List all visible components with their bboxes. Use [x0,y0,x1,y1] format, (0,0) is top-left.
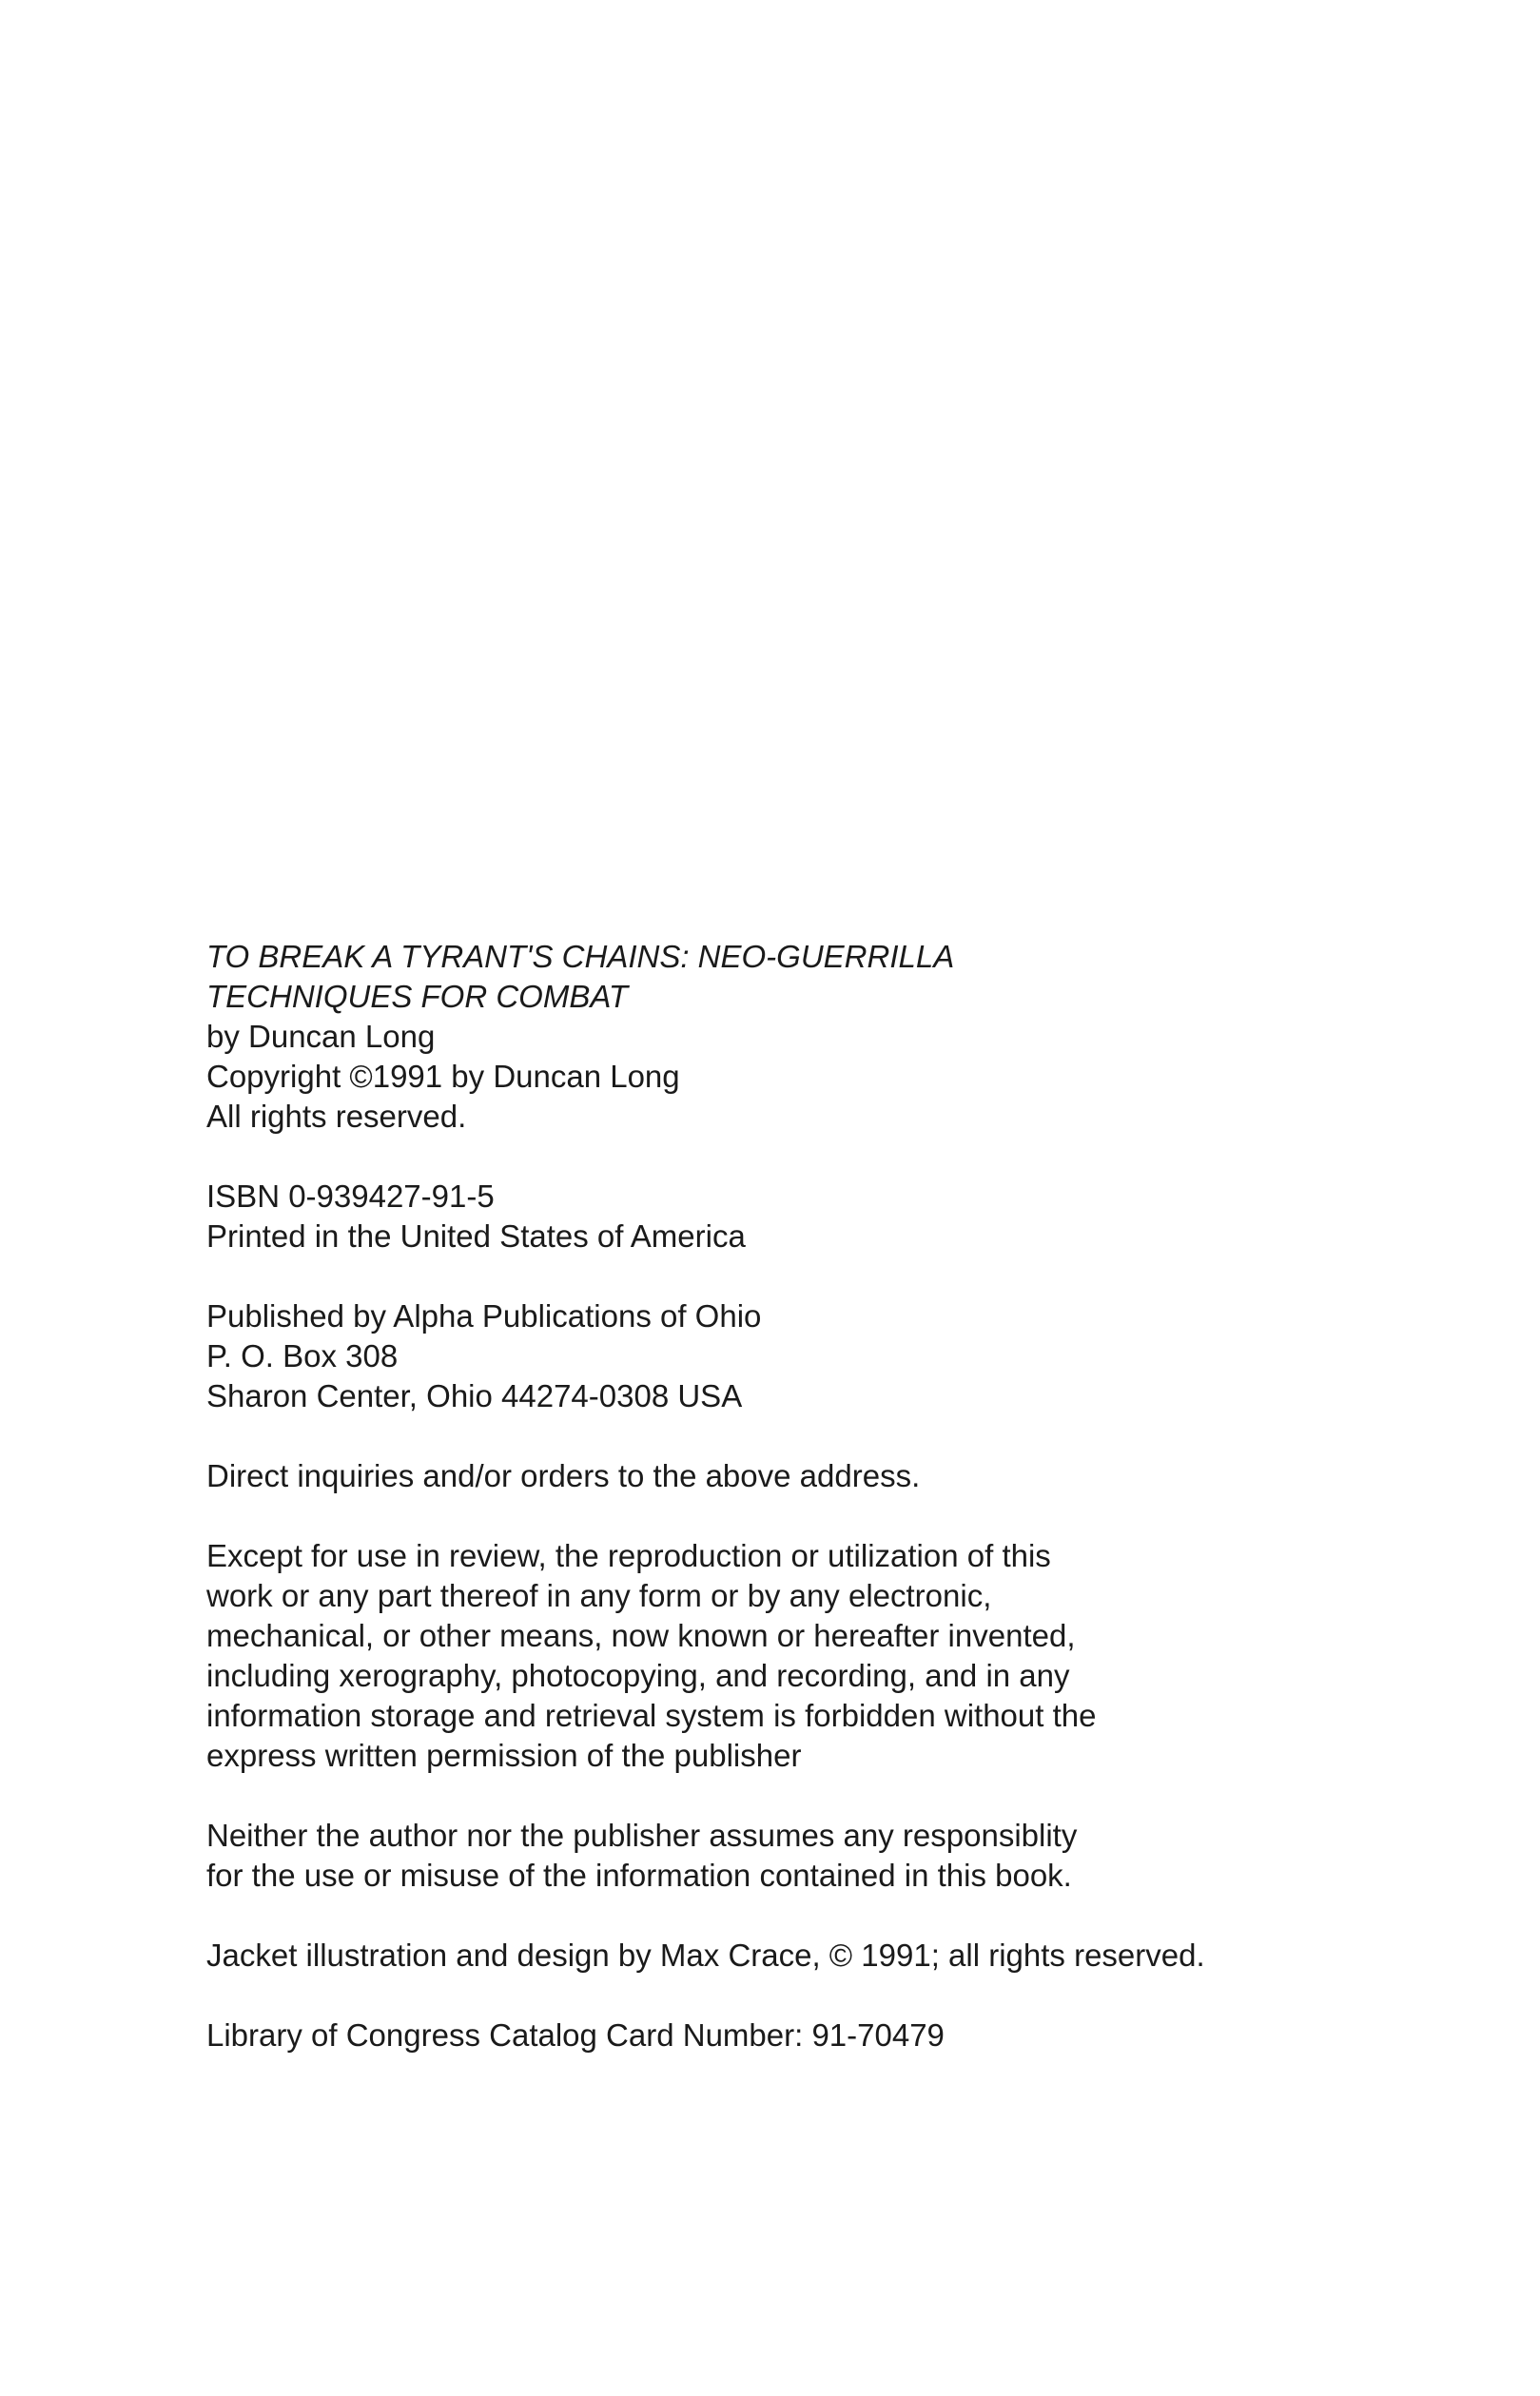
reproduction-notice-line: express written permission of the publisher [206,1738,802,1773]
reproduction-notice-line: Except for use in review, the reproduction or utilization of this [206,1538,1051,1573]
copyright-line: Copyright ©1991 by Duncan Long [206,1059,680,1094]
copyright-block [206,937,1348,2055]
disclaimer-line: Neither the author nor the publisher assumes any responsiblity [206,1818,1078,1853]
isbn-line: ISBN 0-939427-91-5 [206,1179,495,1214]
book-title-line-1: TO BREAK A TYRANT'S CHAINS: NEO-GUERRILLA [206,939,955,974]
author-line: by Duncan Long [206,1019,436,1054]
disclaimer-line: for the use or misuse of the information contained in this book. [206,1858,1072,1893]
book-title-line-2: TECHNIQUES FOR COMBAT [206,979,629,1014]
publisher-city: Sharon Center, Ohio 44274-0308 USA [206,1378,743,1413]
publisher-line: Published by Alpha Publications of Ohio [206,1298,762,1334]
reproduction-notice-line: work or any part thereof in any form or by any electronic, [206,1578,992,1613]
catalog-number-line: Library of Congress Catalog Card Number: 91-70479 [206,2017,945,2053]
jacket-credit-line: Jacket illustration and design by Max Crace, © 1991; all rights reserved. [206,1938,1205,1973]
inquiries-line: Direct inquiries and/or orders to the above address. [206,1458,921,1493]
printed-line: Printed in the United States of America [206,1218,746,1254]
reproduction-notice-line: information storage and retrieval system is forbidden without the [206,1698,1097,1733]
reproduction-notice-line: including xerography, photocopying, and recording, and in any [206,1658,1070,1693]
reproduction-notice-line: mechanical, or other means, now known or hereafter invented, [206,1618,1076,1653]
publisher-po-box: P. O. Box 308 [206,1338,399,1373]
rights-line: All rights reserved. [206,1099,467,1134]
